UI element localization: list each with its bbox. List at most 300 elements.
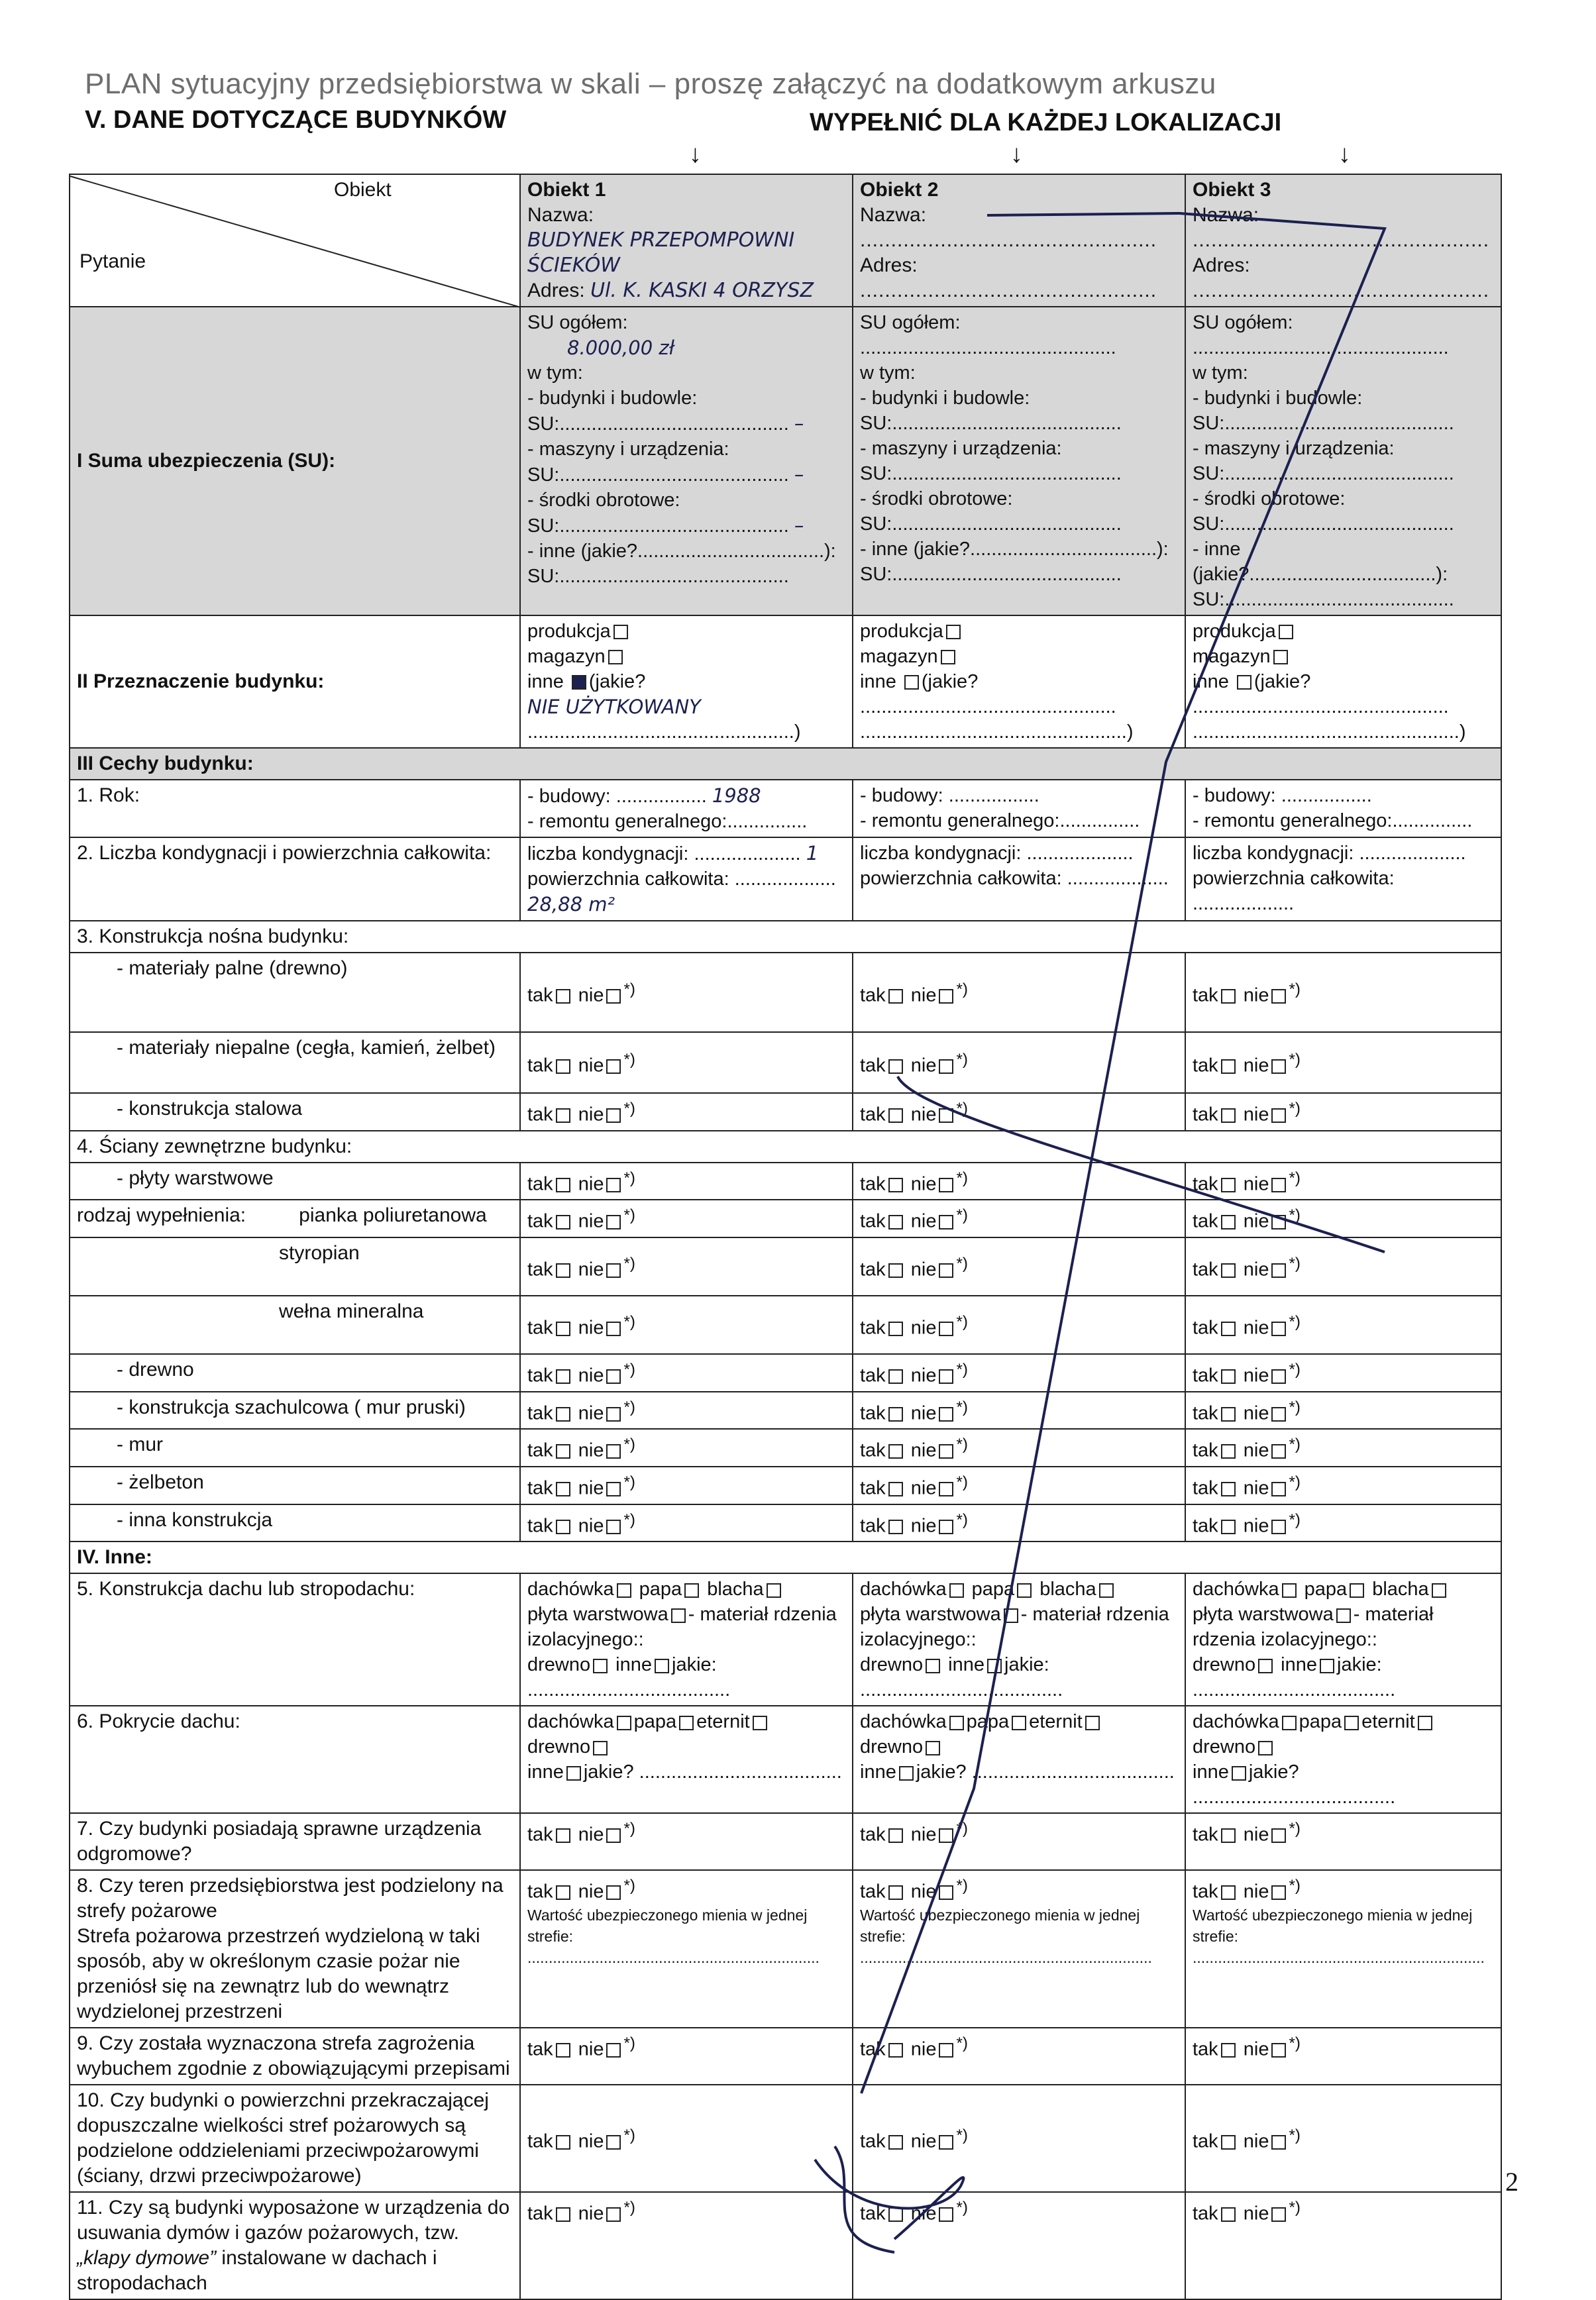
styropian-row <box>70 1237 1501 1296</box>
tak-checkbox[interactable] <box>556 2135 570 2150</box>
tak-label: tak <box>527 2130 553 2152</box>
palne-row <box>70 953 1501 1032</box>
remontu-label: - remontu generalnego:............... <box>527 811 808 832</box>
su-col1 <box>520 307 853 615</box>
wybuch-row <box>70 2028 1501 2085</box>
tak-checkbox[interactable] <box>556 1322 570 1336</box>
nie-checkbox[interactable] <box>1271 1263 1286 1278</box>
maszyny-label: - maszyny i urządzenia: <box>860 438 1062 459</box>
footnote-mark: *) <box>956 1360 968 1379</box>
welna-row <box>70 1296 1501 1354</box>
dach-col1: dachówka papa blacha płyta warstwowa - materiał rdzenia izolacyjnego:: drewno inne jakie: ...................................... <box>520 1573 853 1706</box>
su-field[interactable]: SU:........................................... <box>1193 589 1454 610</box>
nie-checkbox[interactable] <box>939 2135 953 2150</box>
page-number: 2 <box>1505 2167 1518 2197</box>
tak-checkbox[interactable] <box>556 1108 570 1123</box>
tak-label: tak <box>1193 2203 1218 2224</box>
tak-checkbox[interactable] <box>556 1482 570 1496</box>
inne-checkbox-checked[interactable] <box>572 675 586 690</box>
tak-checkbox[interactable] <box>1221 1828 1236 1843</box>
nie-label: nie <box>578 1104 604 1125</box>
footnote-mark: *) <box>956 1050 968 1069</box>
maszyny-label: - maszyny i urządzenia: <box>1193 438 1395 459</box>
nie-checkbox[interactable] <box>1271 2043 1286 2058</box>
footnote-mark: *) <box>956 1398 968 1416</box>
styropian-question: styropian <box>70 1237 520 1296</box>
nie-checkbox[interactable] <box>1271 1369 1286 1384</box>
tak-checkbox[interactable] <box>556 1059 570 1074</box>
option-checkbox[interactable] <box>593 1659 608 1673</box>
inne-section: IV. Inne: <box>70 1542 1501 1573</box>
rok-row <box>70 780 1501 837</box>
tak-checkbox[interactable] <box>1221 2043 1236 2058</box>
nazwa-label: Nazwa: <box>527 204 594 226</box>
klapy-col2 <box>853 2192 1185 2299</box>
tak-checkbox[interactable] <box>888 1482 903 1496</box>
strefie-field[interactable]: strefie: ..................................................................... <box>527 1927 820 1966</box>
tak-label: tak <box>527 1173 553 1195</box>
su-field[interactable]: SU:........................................... <box>1193 513 1454 535</box>
nie-label: nie <box>1243 1055 1269 1076</box>
welna-col2 <box>853 1296 1185 1354</box>
inne-checkbox[interactable] <box>1237 675 1251 690</box>
nie-checkbox[interactable] <box>939 1885 953 1900</box>
jakie-field[interactable]: ................................................ <box>1193 696 1449 717</box>
option-checkbox[interactable] <box>1004 1608 1018 1623</box>
option-checkbox[interactable] <box>679 1716 694 1730</box>
przeznaczenie-handwritten: NIE UŻYTKOWANY <box>527 696 701 718</box>
nie-checkbox[interactable] <box>606 1482 621 1496</box>
tak-checkbox[interactable] <box>1221 1482 1236 1496</box>
tak-checkbox[interactable] <box>1221 1178 1236 1192</box>
footnote-mark: *) <box>623 1473 635 1491</box>
tak-checkbox[interactable] <box>888 1215 903 1229</box>
tak-checkbox[interactable] <box>1221 1520 1236 1534</box>
tak-checkbox[interactable] <box>556 1828 570 1843</box>
nie-checkbox[interactable] <box>606 2135 621 2150</box>
nie-checkbox[interactable] <box>606 1407 621 1422</box>
tak-label: tak <box>860 1824 886 1846</box>
footnote-mark: *) <box>1289 1510 1301 1529</box>
nie-label: nie <box>578 1259 604 1281</box>
nie-checkbox[interactable] <box>606 1215 621 1229</box>
liczba-label: liczba kondygnacji: .................... <box>860 843 1134 864</box>
klapy-row <box>70 2192 1501 2299</box>
remontu-label: - remontu generalnego:............... <box>1193 810 1473 831</box>
jakie-label: (jakie? <box>1253 671 1311 692</box>
odgrom-question: 7. Czy budynki posiadają sprawne urządzenia odgromowe? <box>70 1813 520 1870</box>
su-field[interactable]: SU:........................................... <box>1193 413 1454 434</box>
option-checkbox[interactable] <box>949 1583 964 1598</box>
tak-label: tak <box>527 2038 553 2060</box>
kondygnacje-row <box>70 837 1501 921</box>
jakie-field[interactable]: ..................................................) <box>527 721 801 743</box>
drewno-col1 <box>520 1354 853 1392</box>
tak-checkbox[interactable] <box>888 1322 903 1336</box>
inna-col1 <box>520 1504 853 1542</box>
pianka-col2 <box>853 1200 1185 1237</box>
nie-label: nie <box>910 1881 937 1903</box>
su-field[interactable]: SU:........................................... <box>527 413 789 435</box>
klapy-q-a: 11. Czy są budynki wyposażone w urządzenia do usuwania dymów i gazów pożarowych, tzw. <box>77 2197 510 2244</box>
nie-checkbox[interactable] <box>1271 1059 1286 1074</box>
option-checkbox[interactable] <box>566 1766 581 1781</box>
nie-checkbox[interactable] <box>939 1369 953 1384</box>
drewno-col3 <box>1185 1354 1501 1392</box>
nie-checkbox[interactable] <box>606 1444 621 1459</box>
nie-checkbox[interactable] <box>606 1520 621 1534</box>
tak-checkbox[interactable] <box>888 1444 903 1459</box>
tak-checkbox[interactable] <box>556 2207 570 2222</box>
nazwa-field[interactable]: ................................................ <box>860 229 1157 251</box>
nazwa-field[interactable]: ................................................ <box>1193 229 1490 251</box>
nie-checkbox[interactable] <box>1271 989 1286 1004</box>
adres-field[interactable]: ................................................ <box>860 280 1157 301</box>
nie-checkbox[interactable] <box>1271 2207 1286 2222</box>
nie-checkbox[interactable] <box>939 1407 953 1422</box>
option-checkbox[interactable] <box>655 1659 669 1673</box>
welna-col1 <box>520 1296 853 1354</box>
footnote-mark: *) <box>1289 1398 1301 1416</box>
nie-checkbox[interactable] <box>939 2207 953 2222</box>
su-field[interactable]: SU:........................................... <box>860 564 1122 585</box>
tak-checkbox[interactable] <box>1221 1108 1236 1123</box>
nie-checkbox[interactable] <box>939 989 953 1004</box>
tak-label: tak <box>527 1259 553 1281</box>
tak-checkbox[interactable] <box>1221 1059 1236 1074</box>
palne-col3 <box>1185 953 1501 1032</box>
option-checkbox[interactable] <box>949 1716 964 1730</box>
tak-checkbox[interactable] <box>556 989 570 1004</box>
wartosc-label: Wartość ubezpieczonego mienia w jednej <box>860 1906 1140 1924</box>
palne-col2 <box>853 953 1185 1032</box>
strefie-field[interactable]: strefie: ..................................................................... <box>860 1927 1152 1966</box>
footnote-mark: *) <box>623 1877 635 1895</box>
tak-label: tak <box>1193 1317 1218 1339</box>
kondygnacje-question: 2. Liczba kondygnacji i powierzchnia całkowita: <box>70 837 520 921</box>
nie-checkbox[interactable] <box>1271 1482 1286 1496</box>
strefy-q-a: 8. Czy teren przedsiębiorstwa jest podzielony na strefy pożarowe <box>77 1875 504 1922</box>
su-field[interactable]: SU:........................................... <box>860 463 1122 484</box>
tak-label: tak <box>1193 1515 1218 1537</box>
nie-checkbox[interactable] <box>1271 1108 1286 1123</box>
tak-checkbox[interactable] <box>1221 1407 1236 1422</box>
footnote-mark: *) <box>1289 1050 1301 1069</box>
stalowa-question: - konstrukcja stalowa <box>70 1093 520 1131</box>
w-tym-label: w tym: <box>860 362 916 384</box>
obiekt-label: Obiekt <box>334 179 392 201</box>
odgrom-row <box>70 1813 1501 1870</box>
tak-checkbox[interactable] <box>556 1215 570 1229</box>
su-field[interactable]: SU:........................................... <box>860 413 1122 434</box>
diagonal-divider <box>64 172 527 311</box>
su-ogolem-field[interactable]: ................................................ <box>1193 337 1449 358</box>
jakie-field[interactable]: ..................................................) <box>1193 721 1466 743</box>
liczba-label: liczba kondygnacji: .................... <box>527 843 801 864</box>
tak-checkbox[interactable] <box>888 1885 903 1900</box>
su-field[interactable]: SU:........................................... <box>527 515 789 537</box>
nie-checkbox[interactable] <box>939 1178 953 1192</box>
tak-checkbox[interactable] <box>556 1369 570 1384</box>
kondygnacje-col2 <box>853 837 1185 921</box>
produkcja-checkbox[interactable] <box>613 625 628 639</box>
produkcja-checkbox[interactable] <box>1279 625 1293 639</box>
inne-checkbox[interactable] <box>904 675 919 690</box>
nazwa-handwritten: BUDYNEK PRZEPOMPOWNI ŚCIEKÓW <box>527 229 795 277</box>
footnote-mark: *) <box>1289 1254 1301 1273</box>
option-checkbox[interactable] <box>1320 1659 1334 1673</box>
tak-checkbox[interactable] <box>556 2043 570 2058</box>
nie-checkbox[interactable] <box>606 2207 621 2222</box>
nie-checkbox[interactable] <box>939 1322 953 1336</box>
nie-checkbox[interactable] <box>1271 2135 1286 2150</box>
tak-checkbox[interactable] <box>1221 1369 1236 1384</box>
tak-checkbox[interactable] <box>1221 989 1236 1004</box>
inne-label: - inne (jakie?...................................): <box>860 539 1169 560</box>
tak-checkbox[interactable] <box>888 1828 903 1843</box>
nie-label: nie <box>1243 1104 1269 1125</box>
tak-checkbox[interactable] <box>1221 1444 1236 1459</box>
su-field[interactable]: SU:........................................... <box>527 566 789 587</box>
nie-checkbox[interactable] <box>1271 1828 1286 1843</box>
tak-checkbox[interactable] <box>888 1178 903 1192</box>
nie-checkbox[interactable] <box>939 1520 953 1534</box>
tak-checkbox[interactable] <box>1221 1322 1236 1336</box>
drewno-question: - drewno <box>70 1354 520 1392</box>
nie-checkbox[interactable] <box>1271 1215 1286 1229</box>
option-checkbox[interactable] <box>1232 1766 1246 1781</box>
option-checkbox[interactable] <box>1344 1716 1359 1730</box>
tak-checkbox[interactable] <box>888 1369 903 1384</box>
nie-checkbox[interactable] <box>606 1885 621 1900</box>
nie-checkbox[interactable] <box>606 1369 621 1384</box>
tak-label: tak <box>527 1881 553 1903</box>
option-checkbox[interactable] <box>1282 1716 1297 1730</box>
strefie-field[interactable]: strefie: ..................................................................... <box>1193 1927 1485 1966</box>
nie-checkbox[interactable] <box>606 1263 621 1278</box>
nie-checkbox[interactable] <box>606 1178 621 1192</box>
tak-checkbox[interactable] <box>556 1178 570 1192</box>
rok-question: 1. Rok: <box>70 780 520 837</box>
option-checkbox[interactable] <box>684 1583 699 1598</box>
nie-label: nie <box>578 2203 604 2224</box>
tak-checkbox[interactable] <box>556 1444 570 1459</box>
nie-label: nie <box>1243 1317 1269 1339</box>
nie-checkbox[interactable] <box>606 1322 621 1336</box>
nie-label: nie <box>910 1055 937 1076</box>
su-field[interactable]: SU:........................................... <box>860 513 1122 535</box>
footnote-mark: *) <box>956 1473 968 1491</box>
nie-checkbox[interactable] <box>1271 1885 1286 1900</box>
tak-checkbox[interactable] <box>1221 1215 1236 1229</box>
option-checkbox[interactable] <box>1350 1583 1364 1598</box>
nie-checkbox[interactable] <box>939 1215 953 1229</box>
tak-label: tak <box>1193 1173 1218 1195</box>
nie-checkbox[interactable] <box>939 2043 953 2058</box>
tak-checkbox[interactable] <box>888 2207 903 2222</box>
option-checkbox[interactable] <box>1012 1716 1026 1730</box>
option-checkbox[interactable] <box>926 1659 940 1673</box>
tak-label: tak <box>1193 2130 1218 2152</box>
su-ogolem-label: SU ogółem: <box>527 312 628 333</box>
su-ogolem-field[interactable]: ................................................ <box>860 337 1116 358</box>
option-checkbox[interactable] <box>1258 1741 1273 1755</box>
nie-checkbox[interactable] <box>606 1108 621 1123</box>
footnote-mark: *) <box>623 2199 635 2217</box>
footnote-mark: *) <box>623 1100 635 1118</box>
option-checkbox[interactable] <box>926 1741 940 1755</box>
tak-label: tak <box>527 1824 553 1846</box>
budowy-label: - budowy: ................. <box>1193 785 1372 806</box>
option-checkbox[interactable] <box>1258 1659 1273 1673</box>
nie-checkbox[interactable] <box>1271 1407 1286 1422</box>
option-checkbox[interactable] <box>1418 1716 1432 1730</box>
plyty-col3 <box>1185 1163 1501 1200</box>
styropian-col2 <box>853 1237 1185 1296</box>
nie-checkbox[interactable] <box>1271 1444 1286 1459</box>
przeznaczenie-row <box>70 615 1501 748</box>
footnote-mark: *) <box>1289 1360 1301 1379</box>
pianka-row <box>70 1200 1501 1237</box>
przeznaczenie-col3 <box>1185 615 1501 748</box>
option-checkbox[interactable] <box>987 1659 1002 1673</box>
tak-label: tak <box>527 1055 553 1076</box>
adres-field[interactable]: ................................................ <box>1193 280 1490 301</box>
rok-handwritten: 1988 <box>712 784 761 807</box>
nazwa-label: Nazwa: <box>1193 204 1259 226</box>
nie-checkbox[interactable] <box>606 989 621 1004</box>
nie-checkbox[interactable] <box>939 1482 953 1496</box>
nie-label: nie <box>910 1259 937 1281</box>
tak-checkbox[interactable] <box>1221 2207 1236 2222</box>
jakie-field[interactable]: ..................................................) <box>860 721 1134 743</box>
inne-label: - inne (jakie?...................................): <box>1193 539 1448 585</box>
footnote-mark: *) <box>623 1360 635 1379</box>
tak-label: tak <box>527 1104 553 1125</box>
nie-label: nie <box>578 1402 604 1424</box>
tak-checkbox[interactable] <box>888 1520 903 1534</box>
tak-label: tak <box>860 1515 886 1537</box>
tak-checkbox[interactable] <box>888 1059 903 1074</box>
produkcja-checkbox[interactable] <box>946 625 961 639</box>
tak-checkbox[interactable] <box>1221 1885 1236 1900</box>
nie-checkbox[interactable] <box>1271 1520 1286 1534</box>
strefy-question <box>70 1870 520 2028</box>
tak-label: tak <box>527 1210 553 1232</box>
option-checkbox[interactable] <box>1432 1583 1446 1598</box>
tak-checkbox[interactable] <box>556 1520 570 1534</box>
su-field[interactable]: SU:........................................... <box>527 464 789 486</box>
nie-checkbox[interactable] <box>939 1059 953 1074</box>
option-checkbox[interactable] <box>617 1716 631 1730</box>
tak-checkbox[interactable] <box>888 2043 903 2058</box>
nie-label: nie <box>910 2038 937 2060</box>
option-checkbox[interactable] <box>671 1608 686 1623</box>
rok-col2 <box>853 780 1185 837</box>
tak-checkbox[interactable] <box>888 1263 903 1278</box>
su-field[interactable]: SU:........................................... <box>1193 463 1454 484</box>
option-checkbox[interactable] <box>593 1741 608 1755</box>
nie-checkbox[interactable] <box>606 1059 621 1074</box>
footnote-mark: *) <box>956 2034 968 2053</box>
nie-checkbox[interactable] <box>1271 1322 1286 1336</box>
tak-checkbox[interactable] <box>888 989 903 1004</box>
szachulcowa-question: - konstrukcja szachulcowa ( mur pruski) <box>70 1392 520 1430</box>
produkcja-label: produkcja <box>1193 621 1276 642</box>
szachulcowa-col2 <box>853 1392 1185 1430</box>
tak-checkbox[interactable] <box>556 1263 570 1278</box>
powierzchnia-label: powierzchnia całkowita: ................... <box>527 868 836 890</box>
tak-checkbox[interactable] <box>1221 1263 1236 1278</box>
nie-checkbox[interactable] <box>606 2043 621 2058</box>
option-checkbox[interactable] <box>1099 1583 1114 1598</box>
footnote-mark: *) <box>956 980 968 998</box>
option-checkbox[interactable] <box>1085 1716 1100 1730</box>
klapy-col3 <box>1185 2192 1501 2299</box>
sciany-rows <box>70 1163 1501 1542</box>
nie-checkbox[interactable] <box>606 1828 621 1843</box>
tak-label: tak <box>1193 1439 1218 1461</box>
nie-label: nie <box>578 1477 604 1499</box>
magazyn-checkbox[interactable] <box>941 650 955 664</box>
arrow-down-icon: ↓ <box>1010 140 1023 168</box>
option-checkbox[interactable] <box>617 1583 631 1598</box>
nazwa-label: Nazwa: <box>860 204 927 226</box>
footnote-mark: *) <box>623 980 635 998</box>
nie-checkbox[interactable] <box>939 1828 953 1843</box>
tak-checkbox[interactable] <box>556 1885 570 1900</box>
magazyn-checkbox[interactable] <box>608 650 623 664</box>
nie-checkbox[interactable] <box>1271 1178 1286 1192</box>
klapy-q-b: „klapy dymowe” <box>77 2247 217 2270</box>
footnote-mark: *) <box>623 1820 635 1838</box>
footnote-mark: *) <box>623 1050 635 1069</box>
nie-checkbox[interactable] <box>939 1263 953 1278</box>
drewno-col2 <box>853 1354 1185 1392</box>
tak-label: tak <box>527 984 553 1006</box>
option-checkbox[interactable] <box>767 1583 781 1598</box>
budynki-label: - budynki i budowle: <box>1193 388 1363 409</box>
option-checkbox[interactable] <box>899 1766 914 1781</box>
tak-checkbox[interactable] <box>1221 2135 1236 2150</box>
magazyn-checkbox[interactable] <box>1273 650 1288 664</box>
tak-label: tak <box>860 1173 886 1195</box>
nie-checkbox[interactable] <box>939 1108 953 1123</box>
plan-note: PLAN sytuacyjny przedsiębiorstwa w skali – proszę załączyć na dodatkowym arkuszu <box>85 68 1216 100</box>
produkcja-label: produkcja <box>860 621 943 642</box>
tak-label: tak <box>860 1104 886 1125</box>
footnote-mark: *) <box>956 1100 968 1118</box>
niepalne-question: - materiały niepalne (cegła, kamień, żelbet) <box>70 1032 520 1093</box>
su-label: I Suma ubezpieczenia (SU): <box>70 307 520 615</box>
nie-checkbox[interactable] <box>939 1444 953 1459</box>
tak-label: tak <box>527 1317 553 1339</box>
tak-checkbox[interactable] <box>888 2135 903 2150</box>
tak-checkbox[interactable] <box>888 1407 903 1422</box>
option-checkbox[interactable] <box>1017 1583 1032 1598</box>
budynki-label: - budynki i budowle: <box>860 388 1030 409</box>
option-checkbox[interactable] <box>1282 1583 1297 1598</box>
jakie-field[interactable]: ................................................ <box>860 696 1116 717</box>
strefy-q-b: Strefa pożarowa przestrzeń wydzieloną w taki sposób, aby w określonym czasie pożar nie przeniósł się na zewnątrz lub do wewnątrz wydzielonej przestrzeni <box>77 1925 480 2023</box>
su-ogolem-handwritten: 8.000,00 zł <box>567 337 674 359</box>
mur-row <box>70 1429 1501 1467</box>
tak-checkbox[interactable] <box>888 1108 903 1123</box>
option-checkbox[interactable] <box>753 1716 767 1730</box>
tak-checkbox[interactable] <box>556 1407 570 1422</box>
tak-label: tak <box>527 1402 553 1424</box>
option-checkbox[interactable] <box>1336 1608 1351 1623</box>
